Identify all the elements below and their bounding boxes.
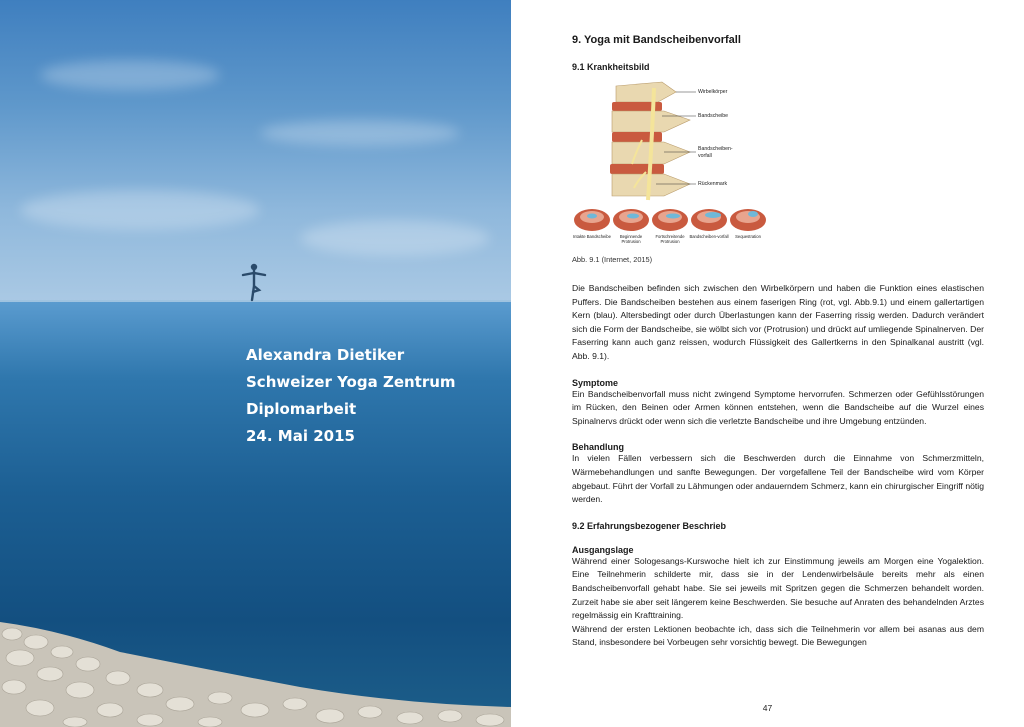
- page-number: 47: [762, 703, 773, 713]
- cover-author: Alexandra Dietiker: [246, 346, 405, 364]
- page-content: [572, 34, 984, 650]
- heading-symptome: Symptome: [572, 377, 619, 388]
- heading-ausgangslage: Ausgangslage: [572, 544, 634, 555]
- stage-label: Beginnende Protrusion: [619, 234, 643, 244]
- cloud: [260, 120, 460, 146]
- sky-background: [0, 0, 511, 302]
- section-heading: 9.1 Krankheitsbild: [572, 62, 650, 72]
- cover-page: [0, 0, 511, 727]
- cloud: [300, 220, 490, 256]
- stage-label: Bandscheiben-vorfall: [689, 234, 729, 239]
- cover-institution: Schweizer Yoga Zentrum: [246, 373, 456, 391]
- chapter-title: 9. Yoga mit Bandscheibenvorfall: [572, 34, 741, 46]
- stone-shore: [0, 612, 511, 727]
- cloud: [20, 190, 260, 230]
- cloud: [40, 60, 220, 90]
- spine-disc-figure: [572, 80, 768, 268]
- stage-label: Sequestration: [735, 234, 761, 239]
- figure-caption: Abb. 9.1 (Internet, 2015): [572, 255, 653, 264]
- paragraph-ausgangslage-2: Während der ersten Lektionen beobachte ich, dass sich die Teilnehmerin vor allem bei asanas aus dem Stand, insbesondere bei Vorbeugen sehr vorsichtig bewegt. Die Bewegungen: [572, 623, 984, 648]
- stage-label: Intakte Bandscheibe: [573, 234, 611, 239]
- paragraph-symptome: Ein Bandscheibenvorfall muss nicht zwingend Symptome hervorrufen. Schmerzen oder Gefühlsstörungen im Rücken, den Beinen oder Armen können entstehen, wenn die Bandscheibe auf die Wurzel eines Spinalnervs drückt oder wenn sich die verletzte Bandscheibe und ihre Umgebung entzünden.: [572, 388, 984, 426]
- vertebra-stack: [610, 82, 690, 200]
- cover-date: 24. Mai 2015: [246, 427, 355, 445]
- paragraph-intro: Die Bandscheiben befinden sich zwischen den Wirbelkörpern und haben die Funktion eines elastischen Puffers. Die Bandscheiben bestehen aus einem faserigen Ring (rot, vgl. Abb.9.1) und einem gallertartigen Kern (blau). Altersbedingt oder durch Überlastungen kann der Faserring rissig werden. Dadurch verändert sich die Form der Bandscheibe, sie wölbt sich vor (Protrusion) und drückt auf umliegende Spinalnerven. Der Faserring kann auch ganz reissen, wodurch Flüssigkeit des Gallertkerns in den Spinalkanal austritt (vgl. Abb. 9.1).: [572, 283, 984, 361]
- label-disc: Bandscheibe: [698, 113, 728, 119]
- disc-stages: [574, 209, 766, 231]
- heading-behandlung: Behandlung: [572, 442, 624, 453]
- yoga-figure-silhouette: [240, 262, 268, 302]
- label-vertebra: Wirbelkörper: [698, 89, 728, 95]
- text-page: [511, 0, 1024, 727]
- paragraph-ausgangslage-1: Während einer Sologesangs-Kurswoche hielt ich zur Einstimmung jeweils am Morgen eine Yogalektion. Eine Teilnehmerin schilderte mir, dass sie in der Lendenwirbelsäule bereits mehr als einen Bandscheibenvorfall gehabt habe. Sie sei jeweils mit Spritzen gegen die Schmerzen behandelt worden. Zurzeit habe sie aber seit längerem keine Beschwerden. Sie besuche auf Anraten des behandelnden Arztes regelmässig ein Krafttraining.: [572, 555, 984, 621]
- cover-title-block: [246, 342, 456, 450]
- section-heading-2: 9.2 Erfahrungsbezogener Beschrieb: [572, 520, 727, 531]
- label-herniation-2: vorfall: [698, 153, 712, 159]
- label-herniation: Bandscheiben-: [698, 146, 733, 152]
- stage-label: Fortschreitende Protrusion: [655, 234, 685, 244]
- paragraph-behandlung: In vielen Fällen verbessern sich die Beschwerden durch die Einnahme von Schmerzmitteln, Wärmebehandlungen und sanfte Bewegungen. Der vorgefallene Teil der Bandscheibe wird vom Körper abgebaut. Führt der Vorfall zu Lähmungen oder andauerndem Schmerz, kann ein chirurgischer Eingriff nötig werden.: [572, 453, 984, 505]
- cover-document-type: Diplomarbeit: [246, 400, 357, 418]
- label-spinal-cord: Rückenmark: [698, 181, 728, 187]
